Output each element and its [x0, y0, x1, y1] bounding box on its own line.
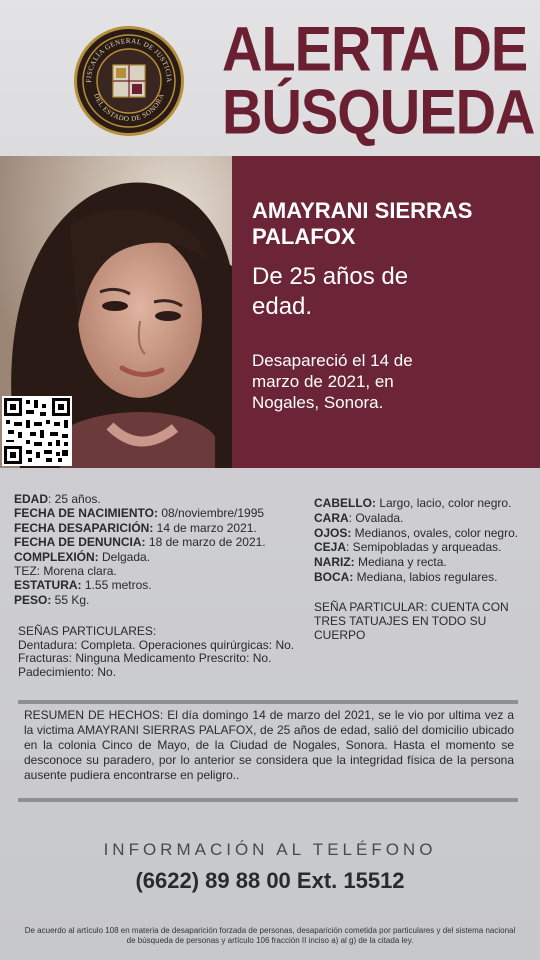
- detail-row: CARA: Ovalada.: [314, 510, 404, 525]
- phone-heading: INFORMACIÓN AL TELÉFONO: [103, 840, 437, 859]
- detail-row: COMPLEXIÓN: Delgada.: [14, 549, 151, 564]
- person-photo: [0, 156, 232, 468]
- seal-text-bottom: DEL ESTADO DE SONORA: [92, 92, 166, 124]
- person-name: AMAYRANI SIERRAS PALAFOX: [252, 198, 473, 249]
- detail-row: NARIZ: Mediana y recta.: [314, 555, 447, 570]
- phone-number[interactable]: (6622) 89 88 00 Ext. 15512: [135, 868, 405, 893]
- header: [0, 0, 540, 156]
- detail-row: BOCA: Mediana, labios regulares.: [314, 569, 498, 584]
- detail-row: CEJA: Semipobladas y arqueadas.: [314, 540, 502, 555]
- details-left-column: [14, 492, 314, 607]
- qr-code[interactable]: [2, 396, 72, 466]
- fiscalia-seal-logo: [74, 26, 184, 136]
- features-line: Fracturas: Ninguna Medicamento Prescrito: No.: [18, 651, 272, 665]
- detail-row: CABELLO: Largo, lacio, color negro.: [314, 496, 512, 510]
- detail-row: PESO: 55 Kg.: [14, 592, 90, 607]
- features-heading: SEÑAS PARTICULARES:: [18, 624, 157, 638]
- detail-row: TEZ: Morena clara.: [14, 564, 117, 579]
- seal-text-top: FISCALÍA GENERAL DE JUSTICIA: [84, 36, 174, 83]
- person-age: De 25 años de edad.: [252, 263, 409, 320]
- distinguishing-features: [18, 625, 328, 679]
- details-section: [0, 468, 540, 700]
- person-band: [0, 156, 540, 468]
- features-line: Dentadura: Completa. Operaciones quirúrgicas: No.: [18, 637, 295, 652]
- features-line: Padecimiento: No.: [18, 664, 117, 679]
- person-info-panel: [232, 156, 540, 468]
- title-line-1: ALERTA DE: [222, 13, 528, 85]
- distinguishing-mark: SEÑA PARTICULAR: CUENTA CON TRES TATUAJES EN TODO SU CUERPO: [314, 600, 509, 642]
- detail-row: FECHA DE DENUNCIA: 18 de marzo de 2021.: [14, 535, 266, 550]
- detail-row: FECHA DE NACIMIENTO: 08/noviembre/1995: [14, 506, 265, 521]
- title-line-2: BÚSQUEDA: [222, 76, 535, 147]
- detail-row: OJOS: Medianos, ovales, color negro.: [314, 525, 519, 540]
- details-right-column: [314, 496, 540, 585]
- detail-row: FECHA DESAPARICIÓN: 14 de marzo 2021.: [14, 520, 257, 535]
- detail-row: ESTATURA: 1.55 metros.: [14, 578, 152, 593]
- summary-box: RESUMEN DE HECHOS: El día domingo 14 de marzo del 2021, se le vio por ultima vez a la victima AMAYRANI SIERRAS PALAFOX, de 25 años de edad, salió del domicilio ubicado en la colonia Cinco de Mayo, de la Ciudad de Nogales, Sonora. Hasta el momento se desconoce su paradero, por lo anterior se considera que la integridad física de la persona ausente pudiera encontrarse en peligro..: [18, 700, 518, 802]
- missing-date-place: Desapareció el 14 de marzo de 2021, en Nogales, Sonora.: [252, 351, 413, 412]
- page-title: [222, 13, 535, 147]
- detail-row: EDAD: 25 años.: [14, 492, 101, 506]
- legal-footer: De acuerdo al artículo 108 en materia de desaparición forzada de personas, desaparición cometida por particulares y del sistema nacional de búsqueda de personas y artículo 106 fracción II inciso a) al g) de la citada ley.: [24, 926, 516, 945]
